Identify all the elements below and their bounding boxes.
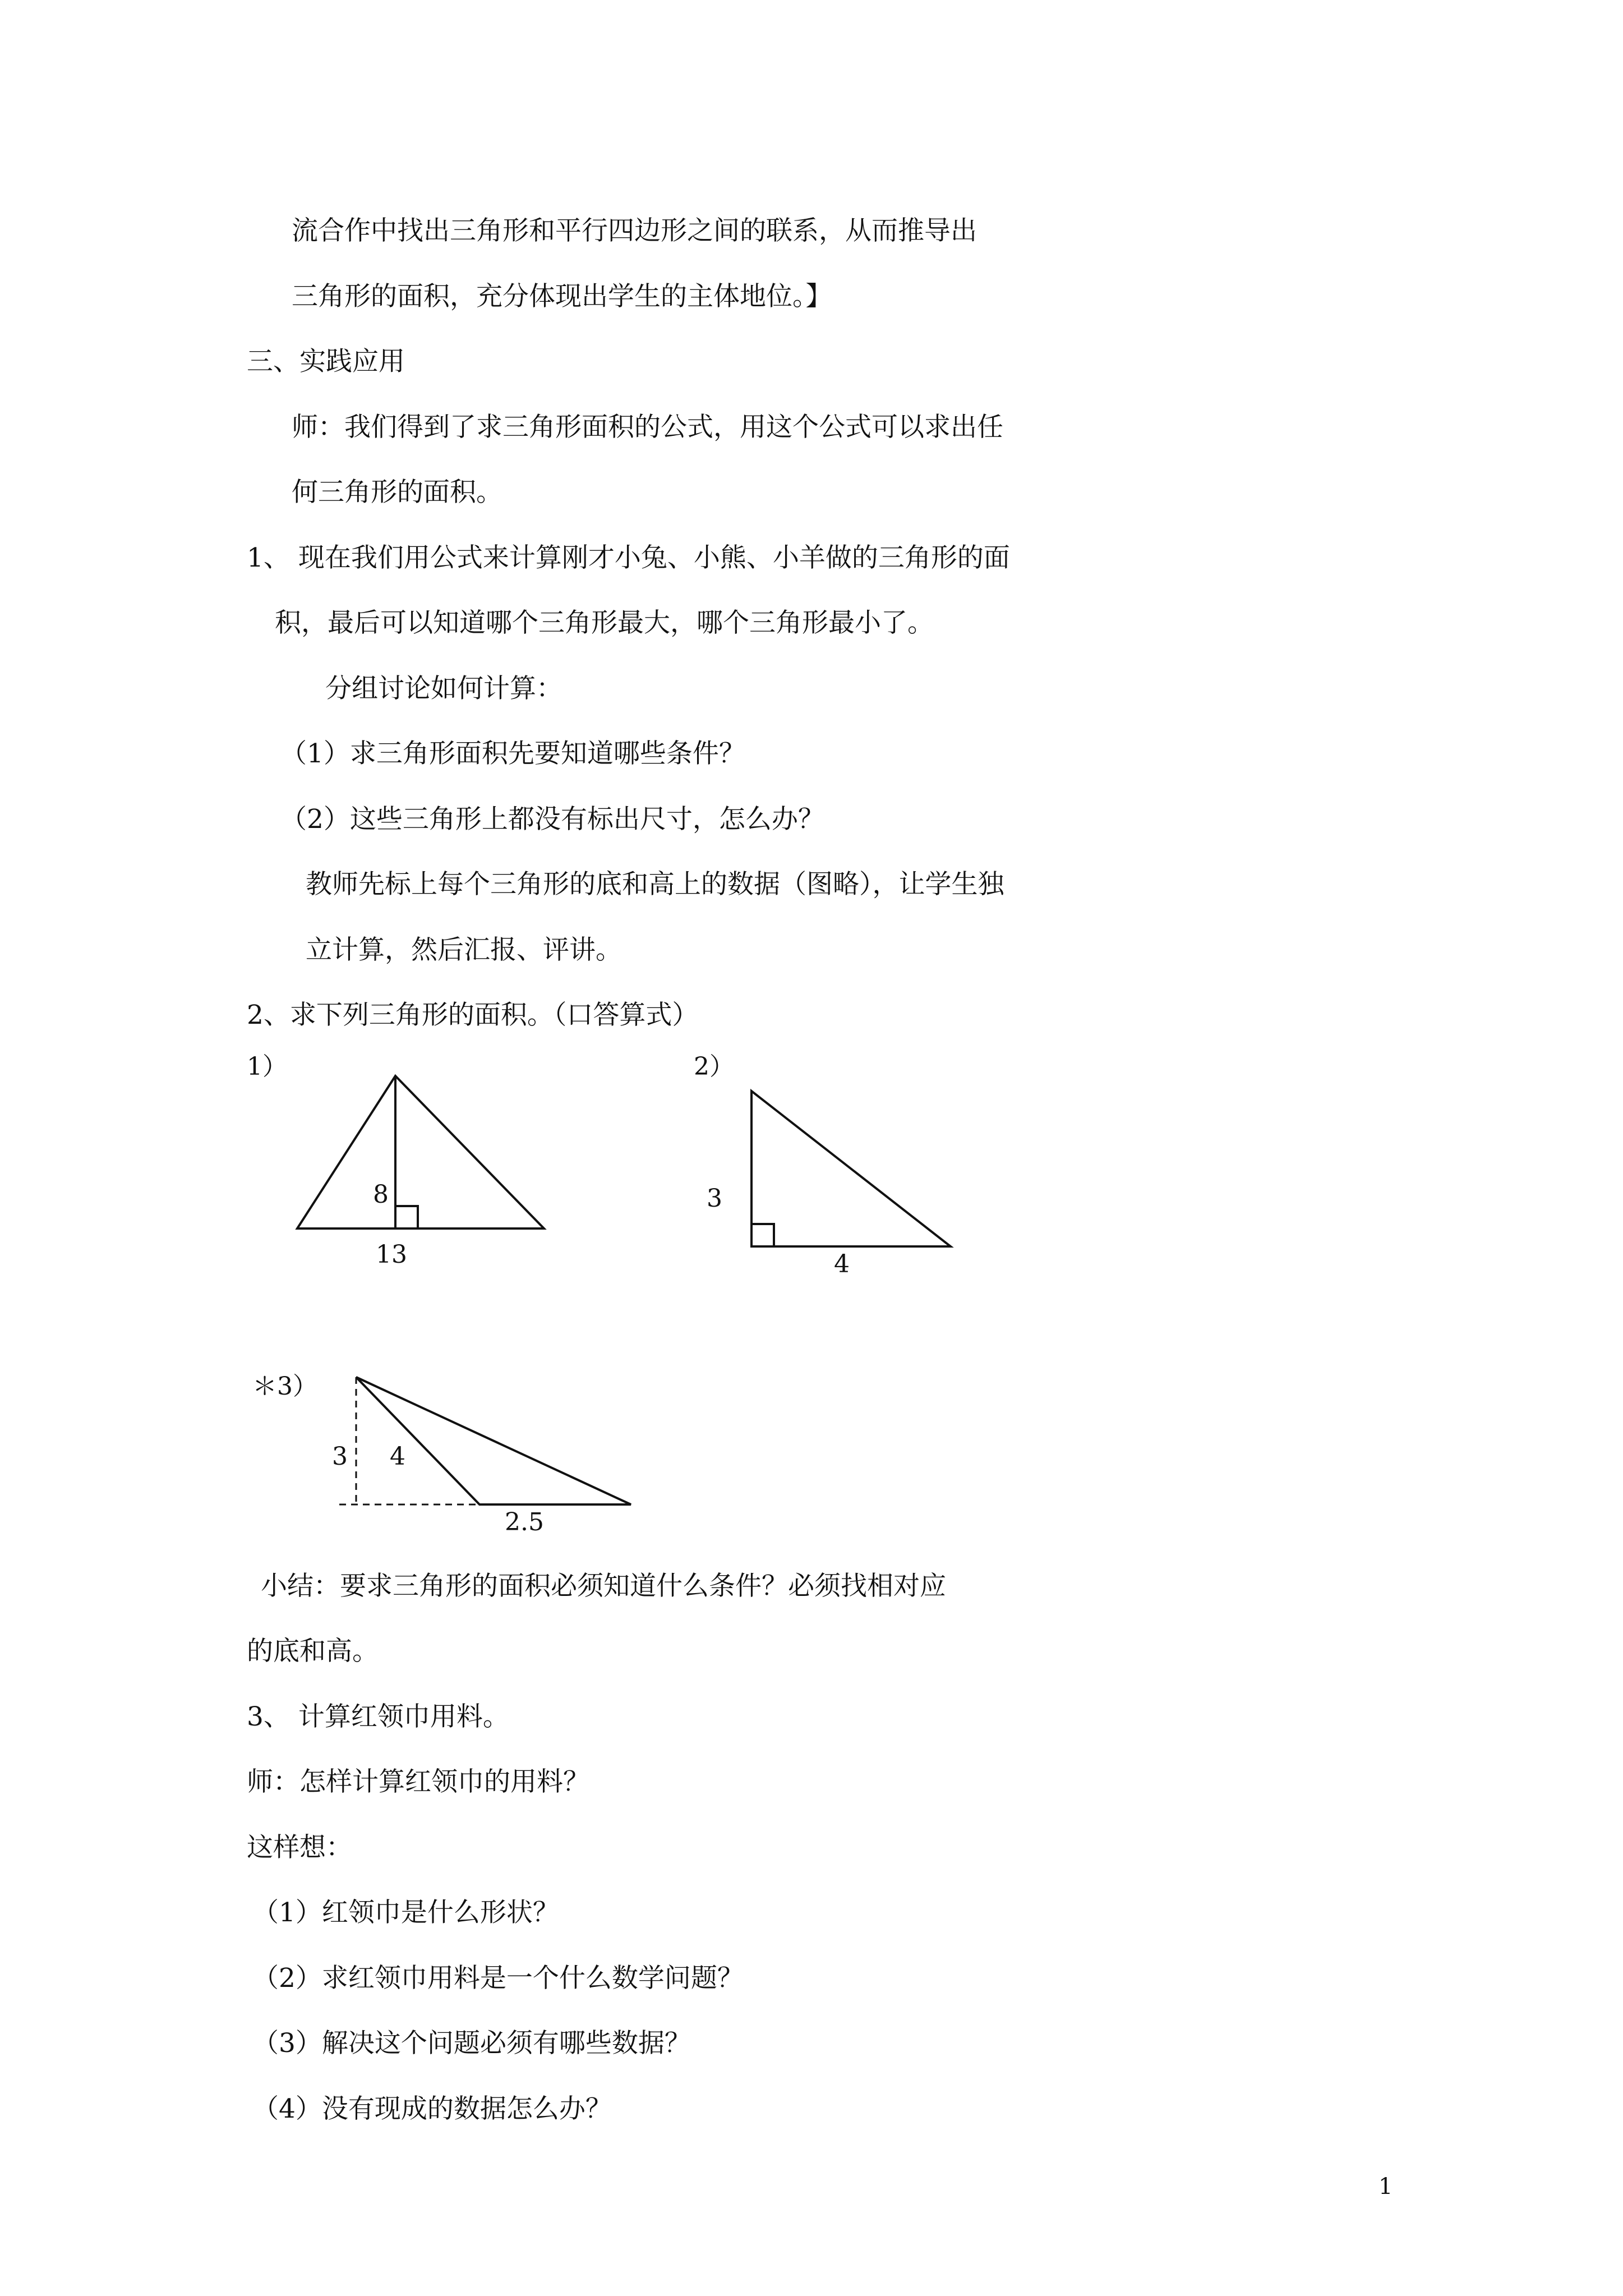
- figure-3-triangle: [331, 1358, 645, 1520]
- figure-2-label: 2）: [694, 1052, 734, 1081]
- page-number: 1: [1378, 2174, 1393, 2200]
- paragraph-line: 何三角形的面积。: [292, 477, 502, 508]
- paragraph-line: 师：我们得到了求三角形面积的公式，用这个公式可以求出任: [292, 412, 1003, 443]
- paragraph-line: 三角形的面积，充分体现出学生的主体地位。】: [292, 281, 832, 312]
- paragraph-line: 分组讨论如何计算：: [325, 673, 562, 704]
- paragraph-line: 3、 计算红领巾用料。: [247, 1701, 509, 1732]
- figure-3-side-label: 4: [390, 1442, 405, 1471]
- paragraph-line: 1、 现在我们用公式来计算刚才小兔、小熊、小羊做的三角形的面: [247, 542, 1010, 573]
- figure-2-triangle: [735, 1066, 970, 1257]
- list-item: （4）没有现成的数据怎么办？: [252, 2093, 612, 2124]
- paragraph-line: 流合作中找出三角形和平行四边形之间的联系，从而推导出: [292, 215, 977, 246]
- figure-3-label: ＊3）: [252, 1372, 317, 1401]
- list-item: （1）求三角形面积先要知道哪些条件？: [280, 738, 745, 769]
- paragraph-line: 的底和高。: [247, 1636, 379, 1667]
- figure-1-base-label: 13: [376, 1240, 407, 1269]
- list-item: （2）这些三角形上都没有标出尺寸，怎么办？: [280, 804, 824, 835]
- list-item: （3）解决这个问题必须有哪些数据？: [252, 2028, 691, 2059]
- list-item: （1）红领巾是什么形状？: [252, 1897, 559, 1928]
- figure-3-height-label: 3: [332, 1442, 348, 1471]
- figure-1-triangle: [280, 1066, 572, 1290]
- paragraph-line: 立计算，然后汇报、评讲。: [306, 935, 622, 965]
- list-item: （2）求红领巾用料是一个什么数学问题？: [252, 1963, 744, 1994]
- paragraph-line: 2、求下列三角形的面积。（口答算式）: [247, 1000, 699, 1030]
- figure-1-label: 1）: [247, 1052, 287, 1081]
- paragraph-line: 小结：要求三角形的面积必须知道什么条件？必须找相对应: [261, 1571, 946, 1602]
- figure-2-height-label: 3: [707, 1184, 722, 1213]
- figure-3-base-label: 2.5: [505, 1508, 544, 1536]
- paragraph-line: 这样想：: [247, 1832, 352, 1863]
- figure-1-height-label: 8: [373, 1180, 389, 1209]
- paragraph-line: 教师先标上每个三角形的底和高上的数据（图略），让学生独: [306, 869, 1004, 900]
- figure-2-base-label: 4: [834, 1250, 850, 1278]
- paragraph-line: 师：怎样计算红领巾的用料？: [247, 1766, 589, 1797]
- section-heading: 三、实践应用: [247, 346, 405, 377]
- paragraph-line: 积，最后可以知道哪个三角形最大，哪个三角形最小了。: [275, 608, 934, 638]
